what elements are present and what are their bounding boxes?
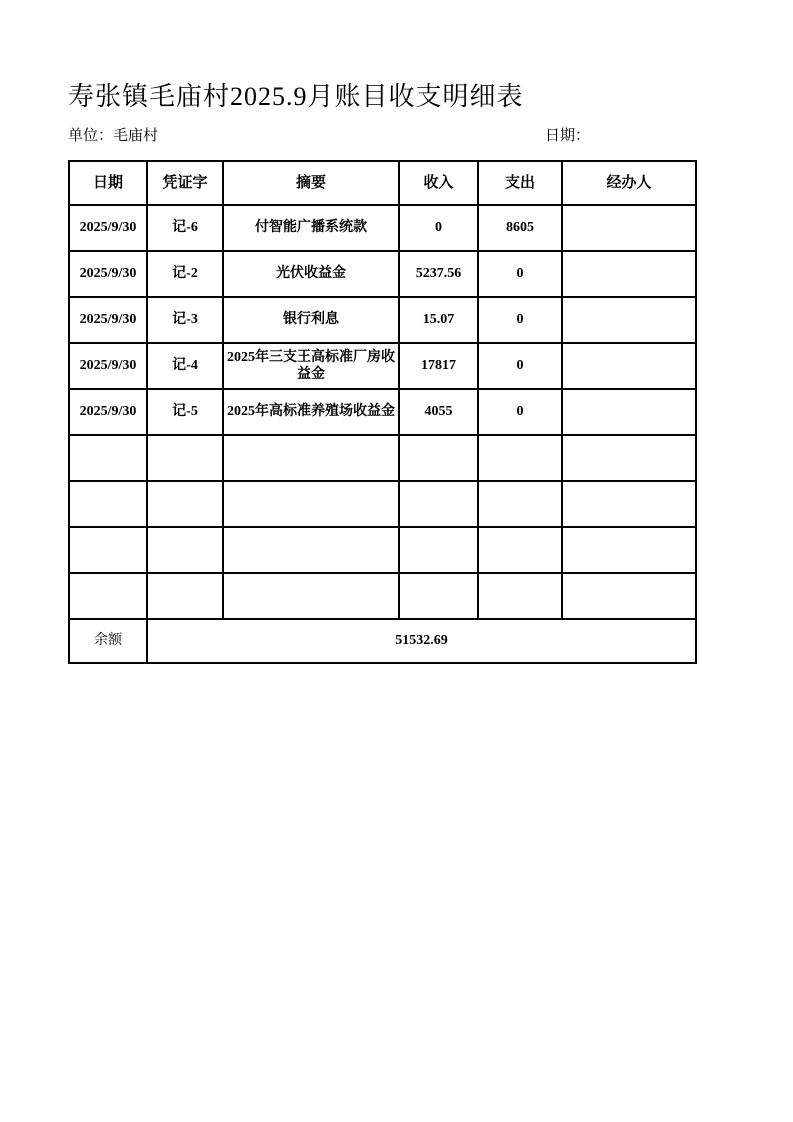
table-header-row bbox=[69, 161, 696, 205]
cell-voucher: 记-3 bbox=[147, 297, 223, 343]
cell-summary: 付智能广播系统款 bbox=[223, 205, 399, 251]
cell-voucher: 记-6 bbox=[147, 205, 223, 251]
cell-summary bbox=[223, 527, 399, 573]
cell-handler bbox=[562, 343, 696, 389]
cell-income: 4055 bbox=[399, 389, 478, 435]
cell-summary bbox=[223, 481, 399, 527]
cell-date: 2025/9/30 bbox=[69, 205, 147, 251]
cell-summary bbox=[223, 435, 399, 481]
cell-date: 2025/9/30 bbox=[69, 343, 147, 389]
cell-expense: 0 bbox=[478, 343, 562, 389]
empty-row bbox=[69, 435, 696, 481]
cell-date bbox=[69, 573, 147, 619]
cell-expense: 0 bbox=[478, 251, 562, 297]
table-row bbox=[69, 251, 696, 297]
balance-row bbox=[69, 619, 696, 663]
cell-income: 5237.56 bbox=[399, 251, 478, 297]
header-cell-date: 日期 bbox=[69, 161, 147, 205]
cell-income bbox=[399, 481, 478, 527]
cell-handler bbox=[562, 527, 696, 573]
cell-expense: 8605 bbox=[478, 205, 562, 251]
cell-income bbox=[399, 435, 478, 481]
cell-summary: 光伏收益金 bbox=[223, 251, 399, 297]
cell-voucher bbox=[147, 573, 223, 619]
cell-date bbox=[69, 481, 147, 527]
header-cell-expense: 支出 bbox=[478, 161, 562, 205]
table-row bbox=[69, 205, 696, 251]
cell-summary: 2025年高标准养殖场收益金 bbox=[223, 389, 399, 435]
cell-summary: 2025年三支王高标准厂房收益金 bbox=[223, 343, 399, 389]
cell-handler bbox=[562, 481, 696, 527]
cell-handler bbox=[562, 205, 696, 251]
cell-voucher bbox=[147, 527, 223, 573]
cell-handler bbox=[562, 389, 696, 435]
cell-summary: 银行利息 bbox=[223, 297, 399, 343]
empty-row bbox=[69, 481, 696, 527]
ledger-table bbox=[68, 160, 697, 664]
cell-handler bbox=[562, 435, 696, 481]
cell-voucher: 记-2 bbox=[147, 251, 223, 297]
cell-voucher: 记-4 bbox=[147, 343, 223, 389]
cell-date bbox=[69, 527, 147, 573]
cell-expense bbox=[478, 481, 562, 527]
table-row bbox=[69, 343, 696, 389]
page-title: 寿张镇毛庙村2025.9月账目收支明细表 bbox=[68, 82, 524, 111]
balance-value: 51532.69 bbox=[147, 619, 696, 663]
cell-expense: 0 bbox=[478, 389, 562, 435]
cell-expense bbox=[478, 527, 562, 573]
cell-income: 17817 bbox=[399, 343, 478, 389]
cell-date: 2025/9/30 bbox=[69, 251, 147, 297]
cell-expense bbox=[478, 573, 562, 619]
table-row bbox=[69, 297, 696, 343]
cell-voucher bbox=[147, 481, 223, 527]
cell-date bbox=[69, 435, 147, 481]
empty-row bbox=[69, 573, 696, 619]
cell-voucher bbox=[147, 435, 223, 481]
header-cell-summary: 摘要 bbox=[223, 161, 399, 205]
cell-expense bbox=[478, 435, 562, 481]
cell-expense: 0 bbox=[478, 297, 562, 343]
cell-handler bbox=[562, 573, 696, 619]
balance-label: 余额 bbox=[69, 619, 147, 663]
cell-handler bbox=[562, 297, 696, 343]
cell-income: 15.07 bbox=[399, 297, 478, 343]
empty-row bbox=[69, 527, 696, 573]
cell-income: 0 bbox=[399, 205, 478, 251]
cell-income bbox=[399, 573, 478, 619]
header-cell-voucher: 凭证字 bbox=[147, 161, 223, 205]
cell-voucher: 记-5 bbox=[147, 389, 223, 435]
table-row bbox=[69, 389, 696, 435]
cell-handler bbox=[562, 251, 696, 297]
date-label: 日期： bbox=[545, 128, 591, 144]
unit-label: 单位：毛庙村 bbox=[68, 128, 159, 144]
header-cell-handler: 经办人 bbox=[562, 161, 696, 205]
cell-income bbox=[399, 527, 478, 573]
header-cell-income: 收入 bbox=[399, 161, 478, 205]
cell-summary bbox=[223, 573, 399, 619]
cell-date: 2025/9/30 bbox=[69, 389, 147, 435]
cell-date: 2025/9/30 bbox=[69, 297, 147, 343]
